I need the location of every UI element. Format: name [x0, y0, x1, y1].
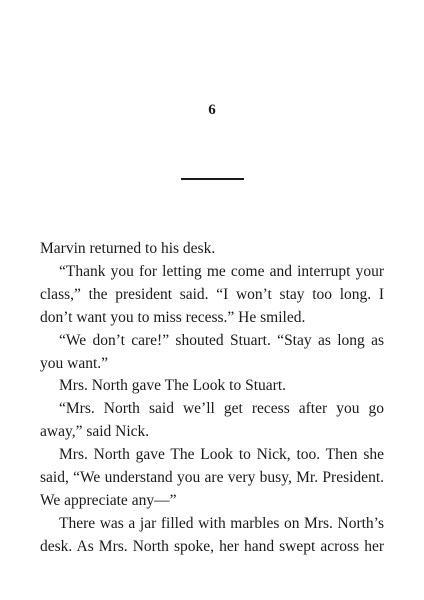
- chapter-body-text: [40, 238, 384, 559]
- paragraph: Mrs. North gave The Look to Nick, too. Then she said, “We understand you are very busy, Mr. President. We appreciate any—”: [40, 446, 384, 509]
- paragraph: Mrs. North gave The Look to Stuart.: [59, 377, 287, 395]
- paragraph: “Thank you for letting me come and interrupt your class,” the president said. “I won’t stay too long. I don’t want you to miss recess.” He smiled.: [40, 262, 384, 326]
- paragraph: “We don’t care!” shouted Stuart. “Stay as long as you want.”: [40, 331, 384, 372]
- paragraph: “Mrs. North said we’ll get recess after you go away,” said Nick.: [40, 400, 384, 441]
- chapter-divider-rule: [181, 178, 244, 180]
- paragraph: Marvin returned to his desk.: [40, 240, 216, 257]
- chapter-number: 6: [208, 102, 216, 118]
- paragraph: There was a jar filled with marbles on Mrs. North’s desk. As Mrs. North spoke, her hand swept across her: [40, 514, 384, 555]
